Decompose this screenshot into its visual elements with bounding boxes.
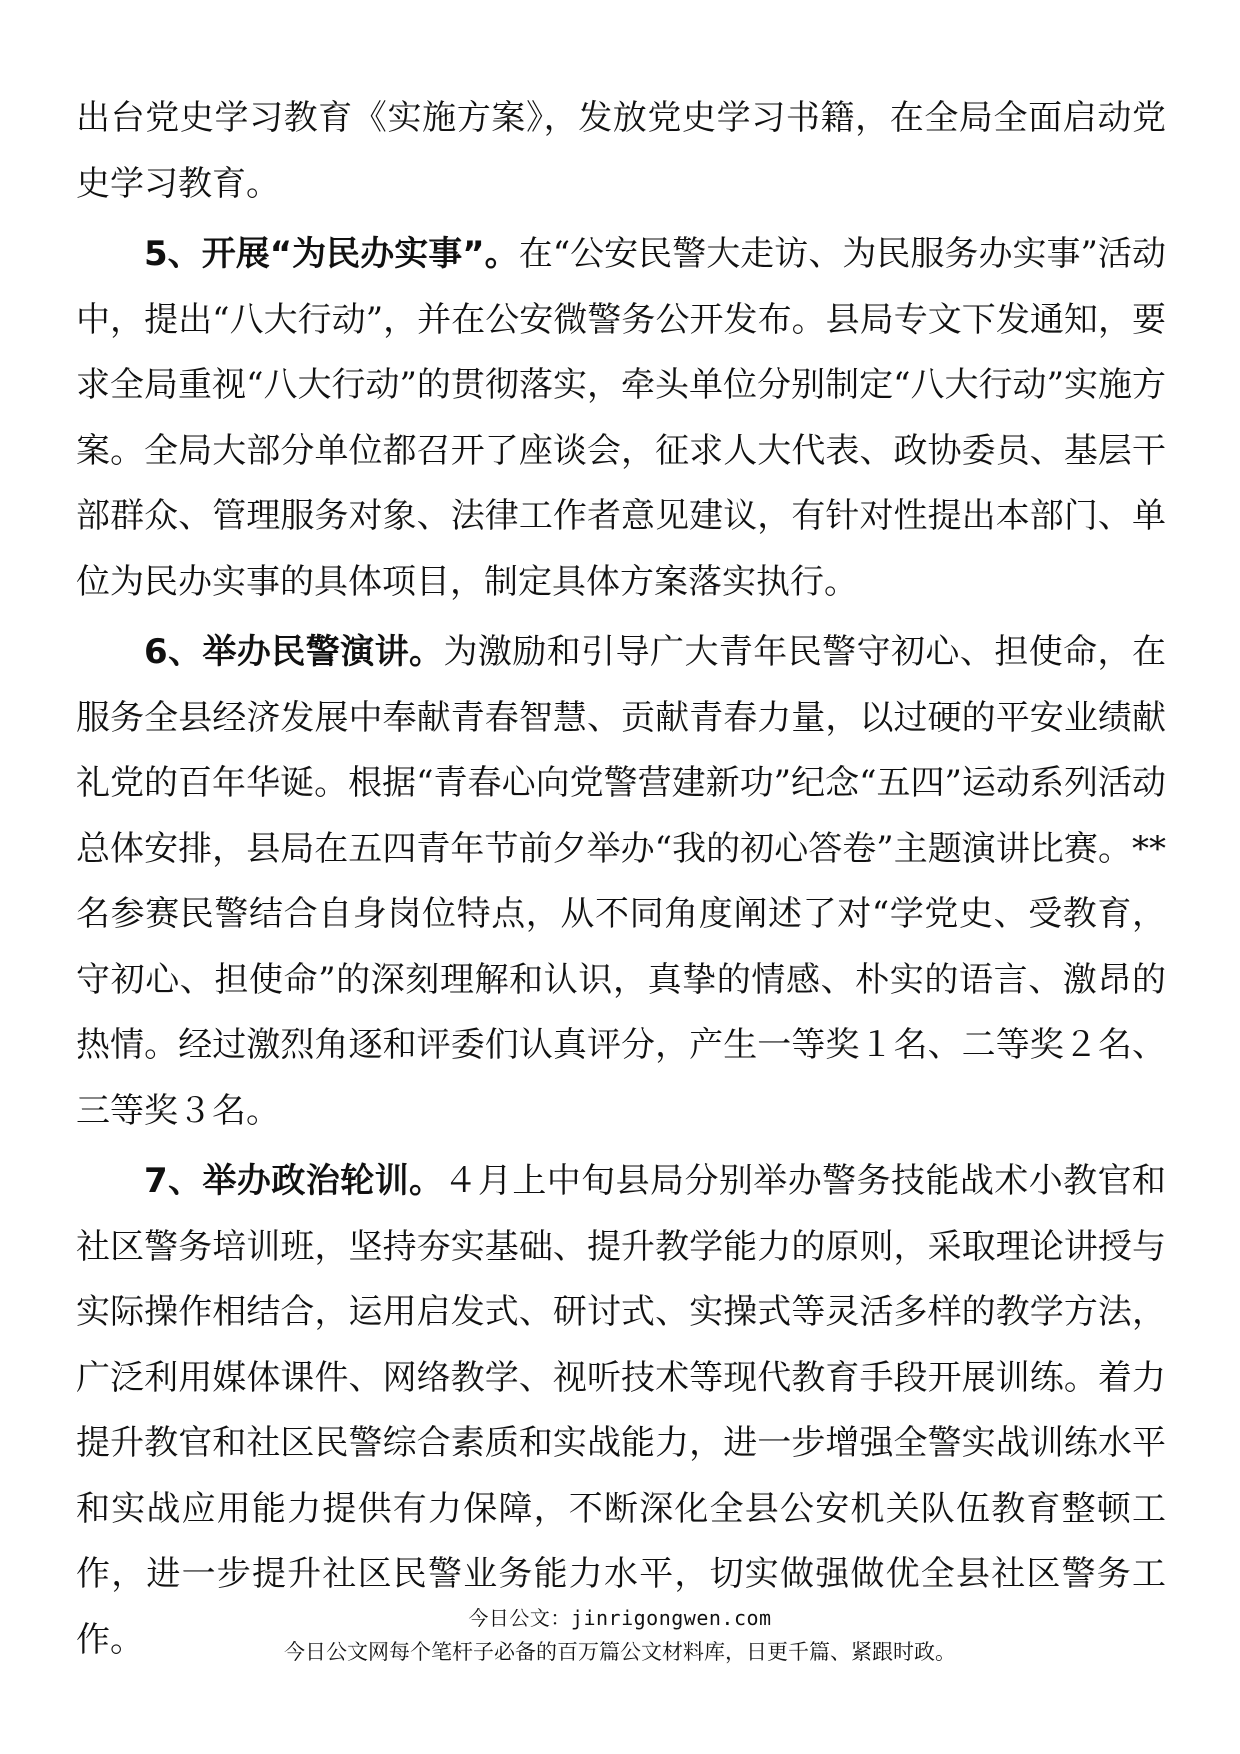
paragraph-heading: 5、开展“为民办实事”。 xyxy=(144,234,519,274)
paragraph-item-5 xyxy=(76,222,1166,615)
footer-site-line xyxy=(0,1603,1240,1633)
paragraph-text: 为激励和引导广大青年民警守初心、担使命，在服务全县经济发展中奉献青春智慧、贡献青春力量，以过硬的平安业绩献礼党的百年华诞。根据“青春心向党警营建新功”纪念“五四”运动系列活动总体安排，县局在五四青年节前夕举办“我的初心答卷”主题演讲比赛。**名参赛民警结合自身岗位特点，从不同角度阐述了对“学党史、受教育，守初心、担使命”的深刻理解和认识，真挚的情感、朴实的语言、激昂的热情。经过激烈角逐和评委们认真评分，产生一等奖１名、二等奖２名、三等奖３名。 xyxy=(76,632,1166,1131)
paragraph-text: 出台党史学习教育《实施方案》，发放党史学习书籍，在全局全面启动党史学习教育。 xyxy=(76,98,1166,204)
footer-slogan: 今日公文网每个笔杆子必备的百万篇公文材料库，日更千篇、紧跟时政。 xyxy=(284,1640,956,1664)
paragraph-text: ４月上中旬县局分别举办警务技能战术小教官和社区警务培训班，坚持夯实基础、提升教学能力的原则，采取理论讲授与实际操作相结合，运用启发式、研讨式、实操式等灵活多样的教学方法，广泛利用媒体课件、网络教学、视听技术等现代教育手段开展训练。着力提升教官和社区民警综合素质和实战能力，进一步增强全警实战训练水平和实战应用能力提供有力保障，不断深化全县公安机关队伍教育整顿工作，进一步提升社区民警业务能力水平，切实做强做优全县社区警务工作。 xyxy=(76,1161,1166,1660)
paragraph-item-7 xyxy=(76,1149,1166,1673)
page-footer xyxy=(0,1603,1240,1669)
document-body xyxy=(76,86,1166,1678)
footer-site-link[interactable]: jinrigongwen.com xyxy=(570,1606,772,1630)
paragraph-heading: 7、举办政治轮训。 xyxy=(144,1161,444,1201)
paragraph-text: 在“公安民警大走访、为民服务办实事”活动中，提出“八大行动”，并在公安微警务公开发布。县局专文下发通知，要求全局重视“八大行动”的贯彻落实，牵头单位分别制定“八大行动”实施方案。全局大部分单位都召开了座谈会，征求人大代表、政协委员、基层干部群众、管理服务对象、法律工作者意见建议，有针对性提出本部门、单位为民办实事的具体项目，制定具体方案落实执行。 xyxy=(76,234,1166,602)
paragraph-item-6 xyxy=(76,620,1166,1144)
footer-site-label: 今日公文： xyxy=(468,1606,571,1630)
paragraph-continuation xyxy=(76,86,1166,217)
paragraph-heading: 6、举办民警演讲。 xyxy=(144,632,444,672)
